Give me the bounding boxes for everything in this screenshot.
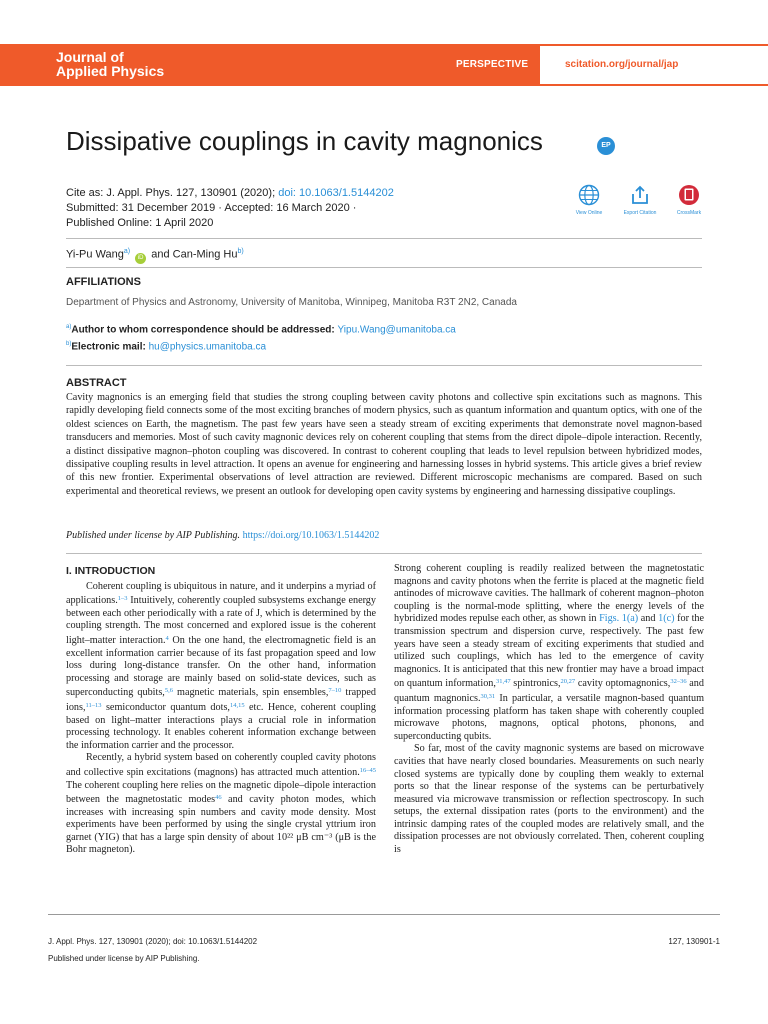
export-citation-button[interactable] xyxy=(617,184,663,216)
abstract-heading: ABSTRACT xyxy=(66,377,127,389)
paragraph: Recently, a hybrid system based on coherently coupled cavity photons and collective spin excitations (magnons) has attracted much attention.$^{16-45}$ The coherent coupling here relies on the magnetic dipole–dipole interaction between the magnetostatic modes$^{46}$ and cavity photon modes, which increases with increasing spin numbers and cavity mode density. Most experiments have been performed by using the single crystal yttrium iron garnet (YIG) that has a large spin density of about 10²² μB cm⁻³ (μB is the Bohr magneton). xyxy=(66,752,376,856)
editors-pick-badge[interactable]: EP xyxy=(597,137,615,155)
affiliation-text: Department of Physics and Astronomy, University of Manitoba, Winnipeg, Manitoba R3T 2N2, Canada xyxy=(66,297,517,308)
author-footnote-mark[interactable]: b) xyxy=(237,248,244,255)
export-icon xyxy=(629,184,651,206)
coauthor-text: and Can-Ming Hu xyxy=(151,248,238,261)
journal-name-line1: Journal of xyxy=(56,49,124,65)
footnote-mark: a) xyxy=(66,324,72,330)
reference-link[interactable]: 16–45 xyxy=(359,766,376,774)
reference-link[interactable]: 31,47 xyxy=(495,678,511,686)
author-footnote-mark[interactable]: a) xyxy=(123,248,131,255)
crossmark-button[interactable] xyxy=(666,184,712,216)
abstract-text: Cavity magnonics is an emerging field that studies the strong coupling between cavity photons and collective spin excitations such as magnons. This rapidly developing field connects some of the most exciting branches of modern physics, such as quantum information and quantum optics, with one of the oldest sciences on Earth, the magnetism. The past few years have seen a steady stream of exciting experiments that demonstrate novel magnon-based transducers and memories. Most of such cavity magnonic devices rely on coherent coupling that stems from the direct dipole–dipole interaction. Recently, a distinct dissipative magnon–photon coupling was discovered. In contrast to coherent coupling that leads to level repulsion between hybridized modes, dissipative coupling results in level attraction. It opens an avenue for engineering and harnessing losses in hybrid systems. This article gives a brief review of this new frontier. Experimental observations of level attraction are reviewed. Different microscopic mechanisms are compared. Based on such experimental and theoretical reviews, we present an outlook for developing open cavity systems by engineering and harnessing dissipative couplings. xyxy=(66,392,702,497)
footer-page-number: 127, 130901-1 xyxy=(668,937,720,946)
reference-link[interactable]: 7–10 xyxy=(328,687,342,695)
footer-citation: J. Appl. Phys. 127, 130901 (2020); doi: 10.1063/1.5144202 xyxy=(48,937,258,946)
orcid-icon[interactable]: iD xyxy=(135,253,146,264)
paragraph: So far, most of the cavity magnonic systems are based on microwave cavities that have nearly closed boundaries. Measurements on such nearly closed systems are typically done by coupling them weakly to external ports so that the linear response of the systems can be perturbatively measured via microwave transmission or reflection spectroscopy. In such setups, the external dissipation rates (ports to the environment) and the intrinsic damping rates of the coupled modes are relatively small, and the dissipation processes are not obviously correlated. Then, coherent coupling is xyxy=(394,743,704,856)
citation-block xyxy=(66,186,394,231)
export-citation-label: Export Citation xyxy=(623,210,657,216)
globe-icon xyxy=(578,184,600,206)
email-label: Electronic mail: xyxy=(71,341,146,353)
email-link[interactable]: hu@physics.umanitoba.ca xyxy=(148,341,267,353)
figure-link[interactable]: 1(c) xyxy=(658,613,675,625)
footer-divider xyxy=(48,914,720,915)
reference-link[interactable]: 11–13 xyxy=(85,701,102,709)
divider xyxy=(66,267,702,268)
paragraph: Coherent coupling is ubiquitous in nature, and it underpins a myriad of applications.$^{1-3}$ Intuitively, coherently coupled subsystems exchange energy between each other periodically with a rate of J, which is determined by the coupling strength. The most concerned and explored issue is the coherent light–matter interaction.$^4$ On the one hand, the electromagnetic field is an excellent information carrier because of its fast propagation speed and low loss during long-distance transfer. On the other hand, information processing and storage are mainly based on solid-state devices, such as superconducting qubits,$^{5,6}$ magnetic materials, spin ensembles,$^{7-10}$ trapped ions,$^{11-13}$ semiconductor quantum dots,$^{14,15}$ etc. Hence, coherent coupling based on light–matter interactions plays a crucial role in information processing technology. It enables coherent information exchange between the information carrier and the processor. xyxy=(66,580,377,751)
paragraph: Strong coherent coupling is readily realized between the magnetostatic magnons and cavity photons when the ferrite is placed at the magnetic field antinodes of microwave cavities. The hallmark of coherent magnon–photon coupling is the normal-mode splitting, where the energy levels of the hybridized modes repulse each other, as shown in Figs. 1(a) and 1(c) for the transmission spectrum and dispersion curve, respectively. The past few years have seen a steady stream of exciting experiments that studied and utilized such couplings, which has led to the emergence of cavity magnonics. It is anticipated that this new frontier may have a broad impact on quantum information,$^{31,47}$ spintronics,$^{20,27}$ cavity optomagnonics,$^{32-36}$ and quantum magnonics.$^{30,31}$ In particular, a versatile magnon-based quantum information processing platform has taken shape with coherently coupled microwave photons, magnons, optical photons, phonons, and superconducting qubits. xyxy=(394,563,705,742)
footer-license: Published under license by AIP Publishing. xyxy=(48,954,200,963)
author-line xyxy=(66,248,244,264)
reference-link[interactable]: 1–3 xyxy=(117,595,128,603)
reference-link[interactable]: 46 xyxy=(215,794,222,802)
reference-link[interactable]: 30,31 xyxy=(480,692,496,700)
view-online-label: View Online xyxy=(575,210,603,216)
journal-url-link[interactable]: scitation.org/journal/jap xyxy=(565,59,679,70)
affiliations-heading: AFFILIATIONS xyxy=(66,276,141,288)
correspondence-label: Author to whom correspondence should be addressed: xyxy=(71,324,335,336)
divider xyxy=(66,553,702,554)
figure-link[interactable]: Figs. 1(a) xyxy=(599,613,639,625)
license-line xyxy=(66,530,379,541)
license-doi-link[interactable]: https://doi.org/10.1063/1.5144202 xyxy=(242,530,380,541)
body-column-left xyxy=(66,565,376,857)
reference-link[interactable]: 14,15 xyxy=(229,701,245,709)
dates-line: Submitted: 31 December 2019 · Accepted: 16 March 2020 · xyxy=(66,202,357,214)
journal-logo[interactable] xyxy=(56,50,164,78)
section-heading-introduction: I. INTRODUCTION xyxy=(66,565,156,577)
divider xyxy=(66,238,702,239)
email-line xyxy=(66,341,266,352)
license-text: Published under license by AIP Publishing. xyxy=(66,530,241,541)
view-online-button[interactable] xyxy=(566,184,612,216)
correspondence-email-link[interactable]: Yipu.Wang@umanitoba.ca xyxy=(337,324,456,336)
reference-link[interactable]: 32–36 xyxy=(670,678,687,686)
reference-link[interactable]: 20,27 xyxy=(560,678,576,686)
body-column-right xyxy=(394,563,704,857)
divider xyxy=(66,365,702,366)
author-name[interactable]: Yi-Pu Wang xyxy=(66,248,124,261)
article-type-label: PERSPECTIVE xyxy=(456,59,529,70)
article-title: Dissipative couplings in cavity magnonics xyxy=(66,126,543,156)
correspondence-line xyxy=(66,324,456,335)
published-line: Published Online: 1 April 2020 xyxy=(66,217,214,229)
journal-name-line2: Applied Physics xyxy=(56,63,165,79)
footnote-mark: b) xyxy=(66,341,72,347)
reference-link[interactable]: 5,6 xyxy=(164,687,173,695)
doi-link[interactable]: doi: 10.1063/1.5144202 xyxy=(278,187,394,199)
cite-as-text: Cite as: J. Appl. Phys. 127, 130901 (2020); xyxy=(66,187,276,199)
reference-link[interactable]: 4 xyxy=(165,634,169,642)
crossmark-icon xyxy=(678,184,700,206)
crossmark-label: CrossMark xyxy=(676,210,702,216)
